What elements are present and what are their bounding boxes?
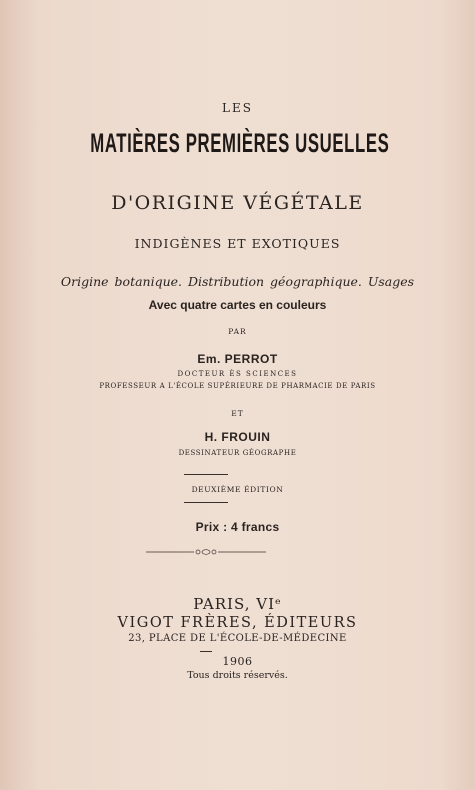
author1-name: Em. PERROT <box>197 352 278 366</box>
subtitle: D'ORIGINE VÉGÉTALE <box>111 192 364 214</box>
author1-degree: DOCTEUR ÈS SCIENCES <box>177 370 298 378</box>
par-label: PAR <box>228 327 247 336</box>
et-label: ET <box>231 409 244 418</box>
year-rule <box>200 651 212 652</box>
category-line: INDIGÈNES ET EXOTIQUES <box>134 236 341 251</box>
rights-notice: Tous droits réservés. <box>187 670 288 681</box>
main-title: MATIÈRES PREMIÈRES USUELLES <box>90 128 390 158</box>
edition-label: DEUXIÈME ÉDITION <box>191 485 284 494</box>
author2-role: DESSINATEUR GÉOGRAPHE <box>178 449 297 457</box>
edition-rule-bottom <box>184 502 228 503</box>
publication-year: 1906 <box>222 655 253 668</box>
maps-note: Avec quatre cartes en couleurs <box>148 298 327 312</box>
edition-rule-top <box>184 474 228 475</box>
author1-position: PROFESSEUR A L'ÉCOLE SUPÉRIEURE DE PHARMACIE DE PARIS <box>99 382 376 390</box>
title-article: LES <box>222 101 253 115</box>
publisher-address: 23, PLACE DE L'ÉCOLE-DE-MÉDECINE <box>128 633 347 644</box>
author2-name: H. FROUIN <box>204 430 271 444</box>
publisher-name: VIGOT FRÈRES, ÉDITEURS <box>117 615 358 631</box>
price-label: Prix : 4 francs <box>195 520 280 534</box>
publisher-city: PARIS, VIᵉ <box>193 595 282 613</box>
ornament-divider <box>146 547 266 557</box>
topics-line: Origine botanique. Distribution géographique. Usages <box>60 274 415 289</box>
